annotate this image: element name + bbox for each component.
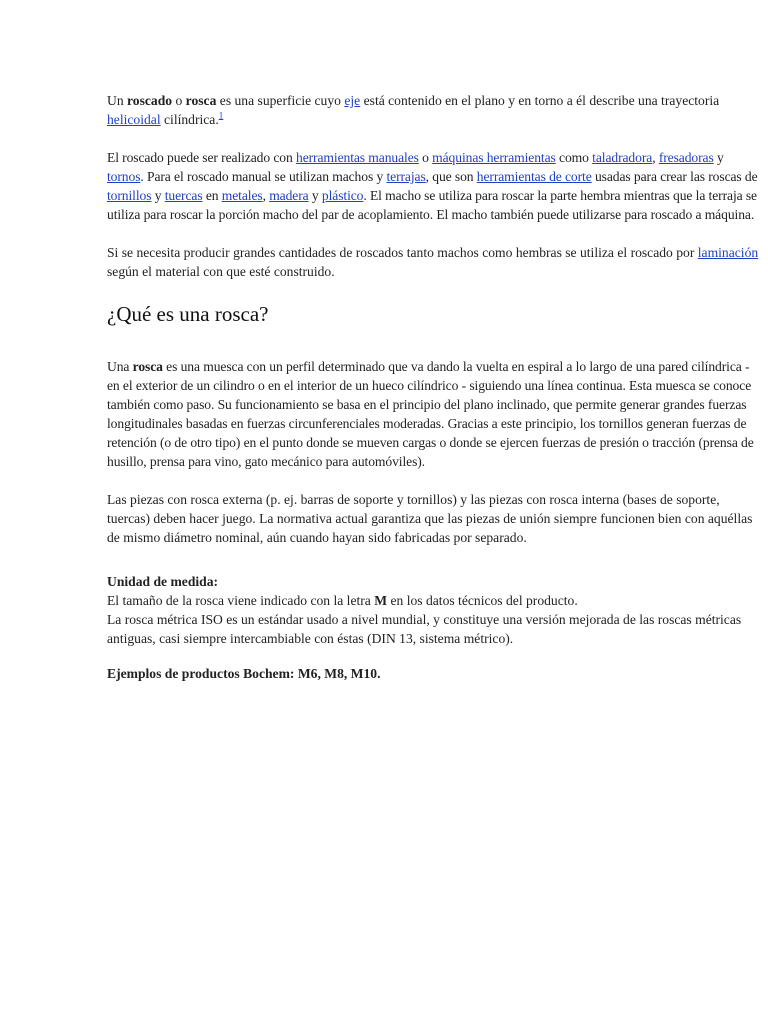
text-run: ,: [262, 188, 270, 203]
link-plastico[interactable]: plástico: [321, 188, 364, 203]
link-madera[interactable]: madera: [269, 188, 309, 203]
paragraph-laminacion: [107, 243, 763, 281]
text-run: La rosca métrica ISO es un estándar usado a nivel mundial, y constituye una versión mejorada de las roscas métricas antiguas, casi siempre intercambiable con éstas (DIN 13, sistema métrico).: [107, 612, 742, 646]
paragraph-unidad-medida: [107, 572, 763, 648]
text-run: o: [172, 93, 186, 108]
paragraph-roscado-methods: [107, 148, 763, 224]
text-run: es una superficie cuyo: [216, 93, 345, 108]
bold-term-roscado: roscado: [127, 93, 173, 108]
footnote-link[interactable]: 1: [218, 110, 224, 121]
paragraph-piezas: Las piezas con rosca externa (p. ej. barras de soporte y tornillos) y las piezas con rosca interna (bases de soporte, tuercas) deben hacer juego. La normativa actual garantiza que las piezas de unión siempre funcionen bien con aquéllas de mismo diámetro nominal, aún cuando hayan sido fabricadas por separado.: [107, 492, 753, 545]
text-run: ,: [652, 150, 659, 165]
text-run: Una: [107, 359, 133, 374]
link-fresadoras[interactable]: fresadoras: [658, 150, 714, 165]
ejemplos-productos: Ejemplos de productos Bochem: M6, M8, M10.: [107, 666, 381, 681]
text-run: cilíndrica.: [160, 112, 219, 127]
text-run: , que son: [425, 169, 477, 184]
bold-letter-m: M: [374, 593, 388, 608]
link-tornillos[interactable]: tornillos: [107, 188, 152, 203]
text-run: El roscado puede ser realizado con: [107, 150, 296, 165]
text-run: . El macho se utiliza para roscar la parte hembra mientras que la terraja se utiliza para roscar la porción macho del par de acoplamiento. El macho también puede utilizarse para roscado a máquina.: [107, 188, 757, 222]
section-heading: ¿Qué es una rosca?: [107, 302, 269, 326]
link-herramientas-manuales[interactable]: herramientas manuales: [296, 150, 419, 165]
text-run: y: [713, 150, 724, 165]
paragraph-rosca-definition: [107, 357, 763, 471]
link-tornos[interactable]: tornos: [107, 169, 141, 184]
text-run: o: [418, 150, 433, 165]
text-run: y: [151, 188, 165, 203]
text-run: . Para el roscado manual se utilizan machos y: [140, 169, 387, 184]
text-run: en: [202, 188, 222, 203]
text-run: está contenido en el plano y en torno a él describe una trayectoria: [360, 93, 720, 108]
article-body: [107, 91, 763, 683]
link-herramientas-de-corte[interactable]: herramientas de corte: [476, 169, 592, 184]
link-laminacion[interactable]: laminación: [697, 245, 759, 260]
text-run: Si se necesita producir grandes cantidades de roscados tanto machos como hembras se utiliza el roscado por: [107, 245, 698, 260]
text-run: usadas para crear las roscas de: [591, 169, 758, 184]
link-helicoidal[interactable]: helicoidal: [107, 112, 161, 127]
text-run: como: [555, 150, 593, 165]
text-run: según el material con que esté construido.: [107, 264, 335, 279]
text-run: Un: [107, 93, 128, 108]
text-run: en los datos técnicos del producto.: [387, 593, 578, 608]
bold-term-rosca: rosca: [185, 93, 217, 108]
link-taladradora[interactable]: taladradora: [592, 150, 653, 165]
unidad-medida-title: Unidad de medida:: [107, 574, 219, 589]
text-run: es una muesca con un perfil determinado que va dando la vuelta en espiral a lo largo de una pared cilíndrica - en el exterior de un cilindro o en el interior de un hueco cilíndrico - siguiendo una línea continua. Esta muesca se conoce también como paso. Su funcionamiento se basa en el principio del plano inclinado, que permite generar grandes fuerzas longitudinales basadas en fuerzas circunferenciales moderadas. Gracias a este principio, los tornillos generan fuerzas de retención (o de otro tipo) en el punto donde se mueven cargas o donde se ejercen fuerzas de presión o tracción (prensa de husillo, prensa para vino, gato mecánico para automóviles).: [107, 359, 754, 469]
link-metales[interactable]: metales: [221, 188, 263, 203]
link-tuercas[interactable]: tuercas: [164, 188, 203, 203]
text-run: El tamaño de la rosca viene indicado con la letra: [107, 593, 375, 608]
paragraph-definition: [107, 91, 763, 129]
bold-term-rosca: rosca: [132, 359, 163, 374]
text-run: y: [308, 188, 322, 203]
link-eje[interactable]: eje: [344, 93, 361, 108]
link-maquinas-herramientas[interactable]: máquinas herramientas: [432, 150, 556, 165]
link-terrajas[interactable]: terrajas: [386, 169, 426, 184]
paragraph-ejemplos: [107, 664, 763, 683]
